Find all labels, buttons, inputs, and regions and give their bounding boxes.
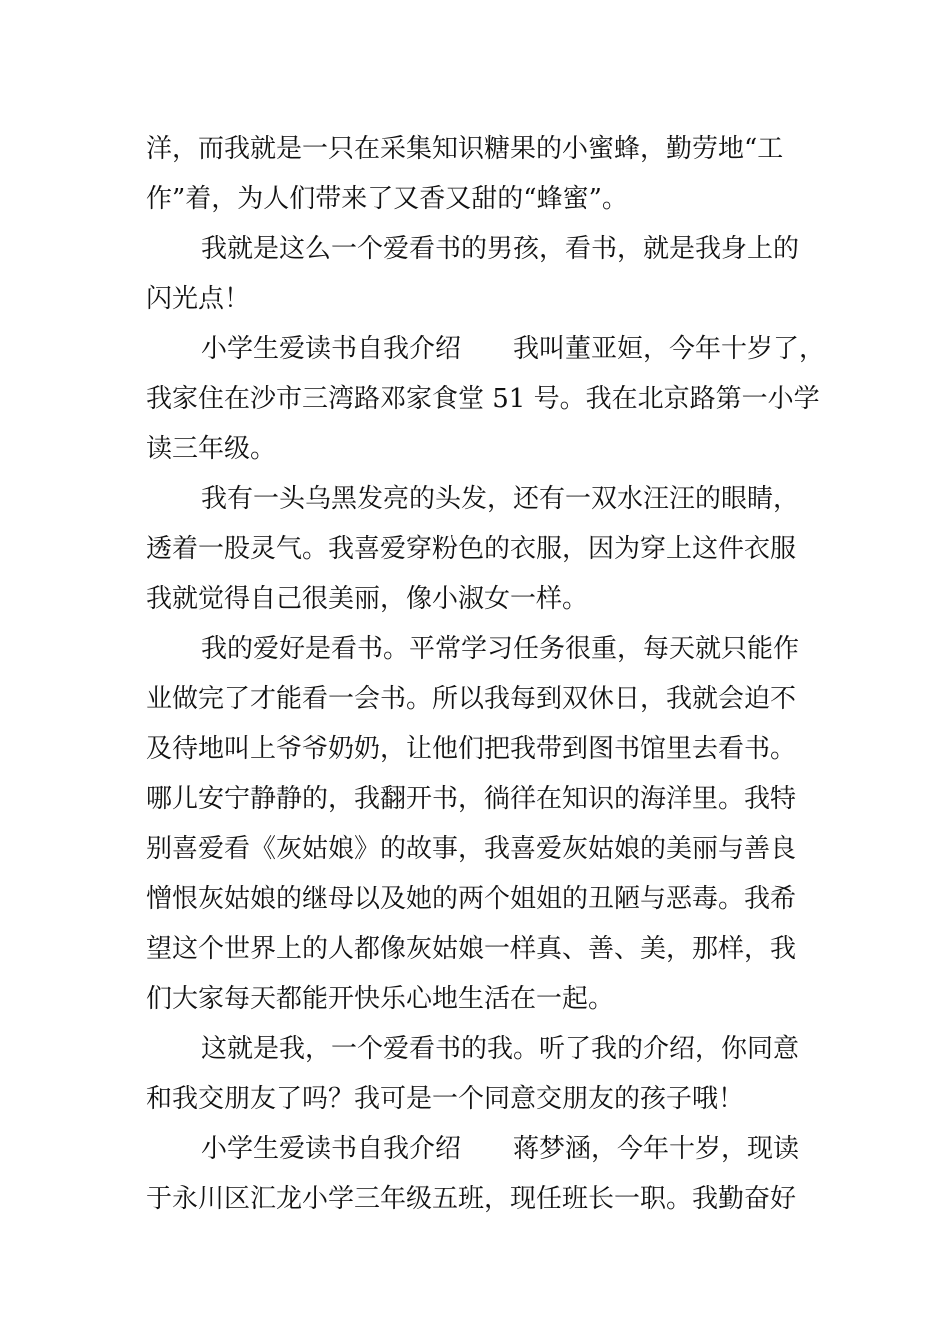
text-line: 们大家每天都能开快乐心地生活在一起。	[146, 984, 615, 1014]
text-line: 憎恨灰姑娘的继母以及她的两个姐姐的丑陋与恶毒。我希	[146, 884, 797, 914]
text-line: 这就是我，一个爱看书的我。听了我的介绍，你同意	[201, 1034, 800, 1064]
paragraph	[146, 474, 810, 624]
paragraph	[146, 324, 826, 474]
text-line: 小学生爱读书自我介绍 我叫董亚姮，今年十岁了，	[201, 334, 826, 364]
text-line: 于永川区汇龙小学三年级五班，现任班长一职。我勤奋好	[146, 1184, 797, 1214]
text-line: 我有一头乌黑发亮的头发，还有一双水汪汪的眼睛，	[201, 484, 800, 514]
text-line: 和我交朋友了吗？我可是一个同意交朋友的孩子哦！	[146, 1084, 745, 1114]
text-line: 透着一股灵气。我喜爱穿粉色的衣服，因为穿上这件衣服	[146, 534, 797, 564]
paragraph	[146, 1124, 810, 1224]
document-body	[146, 124, 826, 1224]
paragraph	[146, 124, 810, 224]
text-line: 我就是这么一个爱看书的男孩，看书，就是我身上的	[201, 234, 800, 264]
text-line: 我就觉得自己很美丽，像小淑女一样。	[146, 584, 589, 614]
text-line: 及待地叫上爷爷奶奶，让他们把我带到图书馆里去看书。	[146, 734, 797, 764]
text-line: 闪光点！	[146, 284, 251, 314]
text-line: 作”着，为人们带来了又香又甜的“蜂蜜”。	[146, 184, 628, 214]
paragraph	[146, 624, 810, 1024]
paragraph	[146, 224, 810, 324]
text-line: 洋，而我就是一只在采集知识糖果的小蜜蜂，勤劳地“工	[146, 134, 784, 164]
paragraph	[146, 1024, 810, 1124]
text-line: 小学生爱读书自我介绍 蒋梦涵，今年十岁，现读	[201, 1134, 800, 1164]
text-line: 哪儿安宁静静的，我翻开书，徜徉在知识的海洋里。我特	[146, 784, 797, 814]
text-line: 别喜爱看《灰姑娘》的故事，我喜爱灰姑娘的美丽与善良	[146, 834, 797, 864]
text-line: 望这个世界上的人都像灰姑娘一样真、善、美，那样，我	[146, 934, 797, 964]
text-line: 我的爱好是看书。平常学习任务很重，每天就只能作	[201, 634, 800, 664]
text-line: 读三年级。	[146, 434, 277, 464]
text-line: 业做完了才能看一会书。所以我每到双休日，我就会迫不	[146, 684, 797, 714]
text-line: 我家住在沙市三湾路邓家食堂 51 号。我在北京路第一小学	[146, 384, 820, 414]
